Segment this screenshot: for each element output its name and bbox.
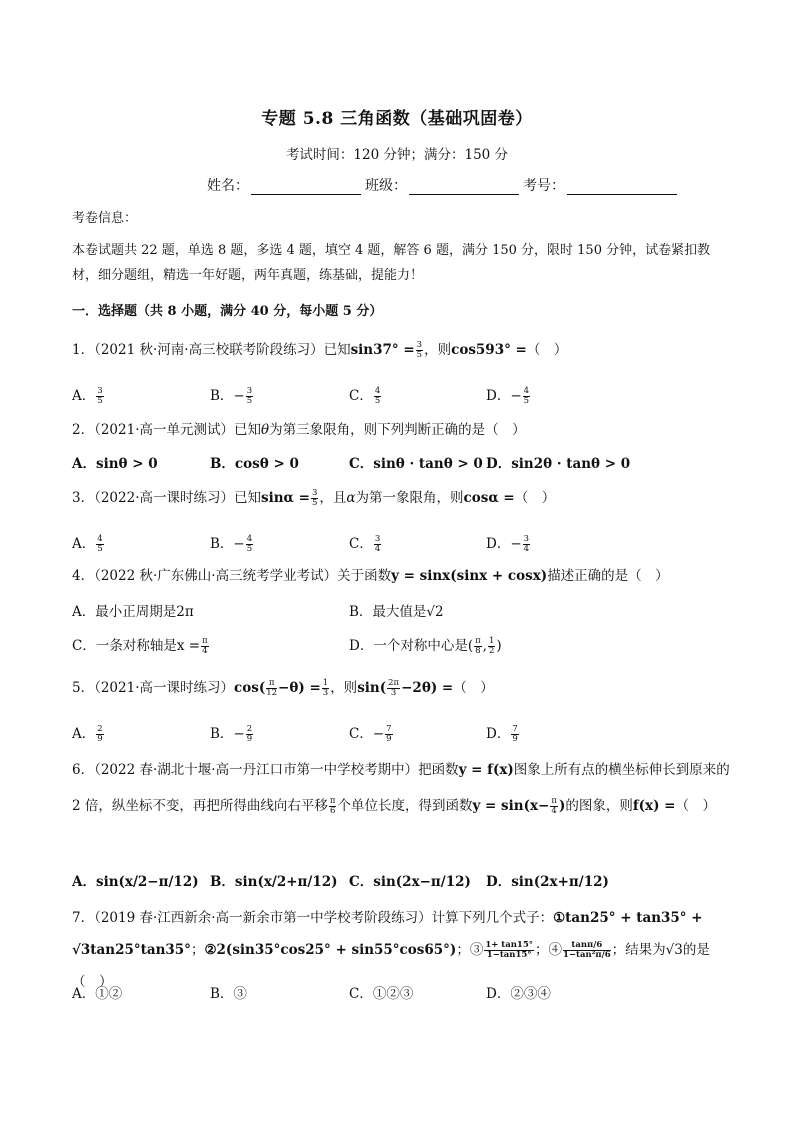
class-label: 班级： [365, 178, 407, 194]
option-a[interactable]: A．sin(x/2−π/12) [72, 874, 199, 890]
q-expr: sin37° = [350, 342, 415, 358]
class-blank [409, 180, 519, 195]
name-blank [251, 180, 361, 195]
option-b[interactable]: B．− $\frac{3}{5}$ [210, 386, 253, 406]
option-b[interactable]: B．sin(x/2+π/12) [210, 874, 338, 890]
option-c[interactable]: C．sinθ · tanθ > 0 [349, 456, 483, 472]
option-b[interactable]: B．− $\frac{4}{5}$ [210, 534, 253, 554]
fraction: $\frac{3}{5}$ [416, 340, 423, 360]
option-c[interactable]: C．sin(2x−π/12) [349, 874, 471, 890]
exam-time: 考试时间：120 分钟；满分：150 分 [285, 147, 509, 163]
option-b[interactable]: B．最大值是√2 [349, 604, 444, 620]
option-c[interactable]: C． $\frac{3}{4}$ [349, 534, 381, 554]
question-2 [72, 420, 732, 440]
q-number: 1． [72, 342, 95, 358]
q-number: 7． [72, 910, 95, 926]
q-expr: sinα = [261, 490, 310, 506]
q-number: 2． [72, 422, 95, 438]
question-6: 6．（2022 春·湖北十堰·高一丹江口市第一中学校考期中）把函数y = f(x)图象上所有点的横坐标伸长到原来的 2 倍，纵坐标不变，再把所得曲线向右平移 $\frac{\pi}{6}$ 个单位长度，得到函数y = sin(x− $\frac{\pi}{4}$ )的图象，则f(x) =（ ） [72, 762, 730, 816]
q-source: （2021·高一单元测试）已知 [94, 422, 261, 438]
option-d[interactable]: D．②③④ [486, 986, 551, 1002]
q-expr: y = sinx(sinx + cosx) [391, 568, 548, 584]
number-blank [567, 180, 677, 195]
page-title: 专题 5.8 三角函数（基础巩固卷） [261, 109, 533, 129]
option-b[interactable]: B．cosθ > 0 [210, 456, 299, 472]
q-source: （2022 春·湖北十堰·高一丹江口市第一中学校考期中）把函数 [94, 762, 459, 778]
q-source: （2019 春·江西新余·高一新余市第一中学校考阶段练习）计算下列几个式子： [94, 910, 554, 926]
q-text: 描述正确的是（ ） [547, 568, 669, 584]
q-source: （2021·高一课时练习） [94, 680, 234, 696]
q-source: （2022 秋·广东佛山·高三统考学业考试）关于函数 [94, 568, 392, 584]
q-text: 为第三象限角，则下列判断正确的是（ ） [269, 422, 526, 438]
q-source: （2022·高一课时练习）已知 [94, 490, 261, 506]
info-heading: 考卷信息： [72, 211, 138, 226]
option-c[interactable]: C． $\frac{4}{5}$ [349, 386, 381, 406]
question-1 [72, 340, 732, 360]
number-label: 考号： [523, 178, 565, 194]
q-expr: cos593° = [451, 342, 527, 358]
q-number: 5． [72, 680, 95, 696]
option-a[interactable]: A．sinθ > 0 [72, 456, 158, 472]
option-a[interactable]: A．最小正周期是2π [72, 604, 194, 620]
student-id-line [207, 175, 681, 195]
option-d[interactable]: D．sin(2x+π/12) [486, 874, 609, 890]
question-4 [72, 566, 732, 586]
option-c[interactable]: C．− $\frac{7}{9}$ [349, 724, 392, 744]
option-a[interactable]: A． $\frac{4}{5}$ [72, 534, 103, 554]
q-var: θ [261, 422, 270, 438]
option-a[interactable]: A． $\frac{2}{9}$ [72, 724, 103, 744]
option-d[interactable]: D．一个对称中心是( $\frac{\pi}{8}$ , $\frac{1}{2}$ ) [349, 636, 502, 656]
q-number: 6． [72, 762, 95, 778]
option-b[interactable]: B．− $\frac{2}{9}$ [210, 724, 253, 744]
question-5: 5．（2021·高一课时练习）cos( $\frac{\pi}{12}$ −θ) = $\frac{1}{3}$ ，则sin( $\frac{2\pi}{3}$ −2θ) =（ ） [72, 678, 494, 698]
option-d[interactable]: D． $\frac{7}{9}$ [486, 724, 518, 744]
q-source: （2021 秋·河南·高三校联考阶段练习）已知 [94, 342, 351, 358]
option-b[interactable]: B．③ [210, 986, 247, 1002]
q-text: ，则 [424, 342, 452, 358]
q-text: （ ） [526, 342, 568, 358]
question-3: 3．（2022·高一课时练习）已知sinα = $\frac{3}{5}$ ，且α为第一象限角，则cosα =（ ） [72, 488, 556, 508]
section-heading: 一．选择题（共 8 小题，满分 40 分，每小题 5 分） [72, 304, 383, 319]
info-body: 本卷试题共 22 题，单选 8 题，多选 4 题，填空 4 题，解答 6 题，满分 150 分，限时 150 分钟，试卷紧扣教材，细分题组，精选一年好题，两年真题，练基础，提能力！ [72, 243, 711, 283]
option-c[interactable]: C．一条对称轴是x = $\frac{\pi}{4}$ [72, 636, 208, 656]
option-a[interactable]: A． $\frac{3}{5}$ [72, 386, 103, 406]
question-7: 7．（2019 春·江西新余·高一新余市第一中学校考阶段练习）计算下列几个式子：①tan25° + tan35° + √3tan25°tan35°；②2(sin35°cos25° + sin55°cos65°)；③ $\frac{1+ \tan 15^\circ}{1-\tan 15^\circ}$ ；④ $\frac{\tan\pi/6}{\text{1−tan²π/6}}$ ；结果为√3的是（ ） [72, 910, 710, 990]
name-label: 姓名： [207, 178, 249, 194]
option-a[interactable]: A．①② [72, 986, 123, 1002]
q-number: 3． [72, 490, 95, 506]
q-number: 4． [72, 568, 95, 584]
option-c[interactable]: C．①②③ [349, 986, 414, 1002]
option-d[interactable]: D．− $\frac{4}{5}$ [486, 386, 530, 406]
option-d[interactable]: D．− $\frac{3}{4}$ [486, 534, 530, 554]
option-d[interactable]: D．sin2θ · tanθ > 0 [486, 456, 631, 472]
